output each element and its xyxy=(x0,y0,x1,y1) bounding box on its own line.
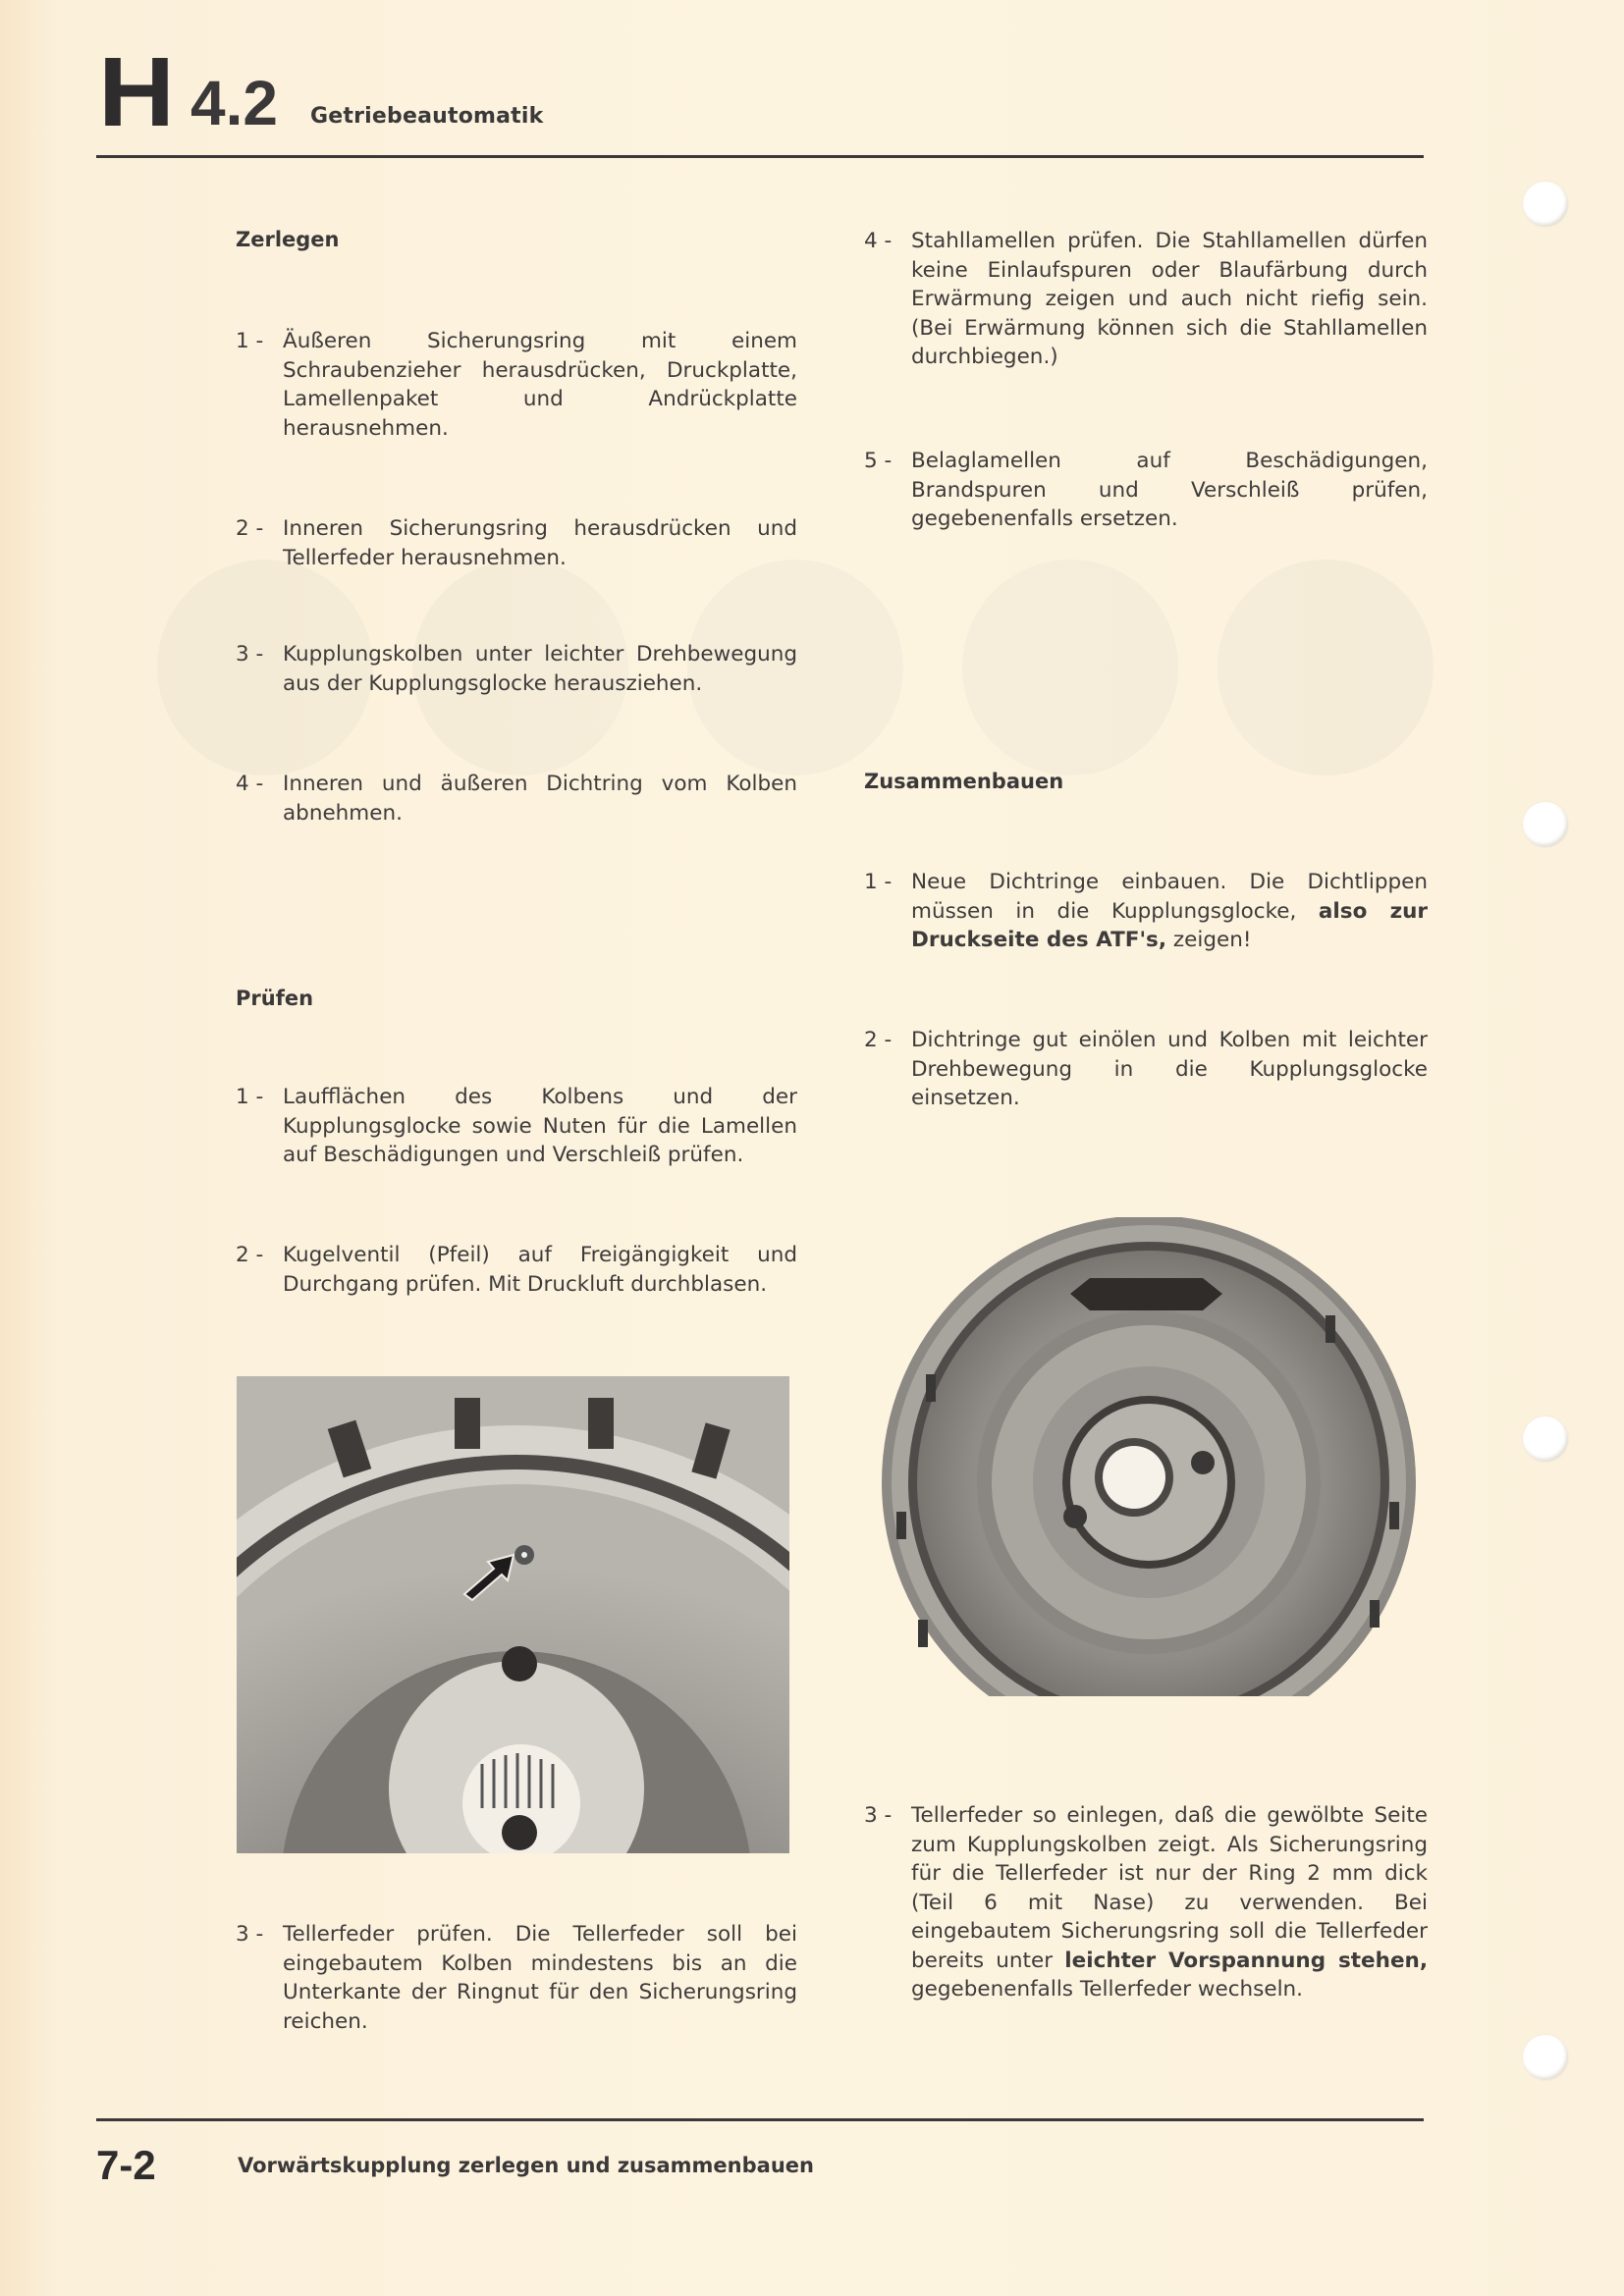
footer-title: Vorwärtskupplung zerlegen und zusammenbauen xyxy=(238,2154,814,2177)
punch-hole-icon xyxy=(1523,2035,1568,2080)
punch-hole-icon xyxy=(1523,802,1568,847)
page-number: 7-2 xyxy=(96,2142,156,2188)
list-item xyxy=(864,447,1428,534)
list-item xyxy=(864,868,1428,955)
item-text: Tellerfeder prüfen. Die Tellerfeder soll bei eingebautem Kolben mindestens bis an die Unterkante der Ringnut für den Sicherungsring reichen. xyxy=(283,1922,797,2034)
item-number: 3 - xyxy=(236,1922,264,1947)
item-text: Stahllamellen prüfen. Die Stahllamellen dürfen keine Einlaufspuren oder Blaufärbung durch Erwärmung zeigen und auch nicht riefig sein. (Bei Erwärmung können sich die Stahllamellen durchbiegen.) xyxy=(911,229,1428,369)
item-text-part: gegebenenfalls Tellerfeder wechseln. xyxy=(911,1977,1304,2002)
section-number: 4.2 xyxy=(190,68,278,138)
item-number: 2 - xyxy=(864,1028,893,1052)
item-number: 1 - xyxy=(864,870,893,894)
list-item xyxy=(236,1920,797,2036)
list-item xyxy=(864,227,1428,372)
punch-hole-icon xyxy=(1523,1416,1568,1462)
item-text: Laufflächen des Kolbens und der Kupplungsglocke sowie Nuten für die Lamellen auf Beschädigungen und Verschleiß prüfen. xyxy=(283,1085,797,1167)
item-text-part: Neue Dichtringe einbauen. Die Dichtlippen müssen in die Kupplungsglocke, xyxy=(911,870,1428,924)
item-number: 3 - xyxy=(864,1803,893,1828)
heading-zerlegen: Zerlegen xyxy=(236,228,340,251)
punch-hole-icon xyxy=(1523,182,1568,227)
item-text: Belaglamellen auf Beschädigungen, Brandspuren und Verschleiß prüfen, gegebenenfalls ersetzen. xyxy=(911,449,1428,531)
item-number: 4 - xyxy=(236,772,264,796)
item-text-part: Tellerfeder so einlegen, daß die gewölbte Seite zum Kupplungskolben zeigt. Als Sicherungsring für die Tellerfeder ist nur der Ring 2 mm dick (Teil 6 mit Nase) zu verwenden. Bei eingebautem Sicherungsring soll die Tellerfeder bereits unter xyxy=(911,1803,1428,1973)
heading-pruefen: Prüfen xyxy=(236,987,314,1010)
list-item xyxy=(864,1801,1428,2004)
item-text: Kupplungskolben unter leichter Drehbewegung aus der Kupplungsglocke herausziehen. xyxy=(283,642,797,696)
item-number: 1 - xyxy=(236,329,264,353)
list-item xyxy=(236,640,797,698)
list-item xyxy=(236,770,797,828)
footer-divider xyxy=(96,2118,1424,2121)
item-text: Inneren Sicherungsring herausdrücken und Tellerfeder herausnehmen. xyxy=(283,516,797,570)
item-text: Kugelventil (Pfeil) auf Freigängigkeit und Durchgang prüfen. Mit Druckluft durchblasen. xyxy=(283,1243,797,1297)
item-number: 4 - xyxy=(864,229,893,253)
heading-zusammenbauen: Zusammenbauen xyxy=(864,770,1064,793)
section-letter: H xyxy=(98,37,173,147)
item-number: 5 - xyxy=(864,449,893,473)
list-item xyxy=(236,514,797,572)
figure-clutch-piston-photo xyxy=(879,1217,1419,1703)
list-item xyxy=(236,1241,797,1299)
item-number: 3 - xyxy=(236,642,264,667)
item-number: 2 - xyxy=(236,516,264,541)
item-text: Inneren und äußeren Dichtring vom Kolben abnehmen. xyxy=(283,772,797,826)
list-item xyxy=(236,327,797,443)
item-text-part: zeigen! xyxy=(1166,928,1252,952)
page-title: Getriebeautomatik xyxy=(310,104,544,129)
item-text-emphasis: leichter Vorspannung stehen, xyxy=(1064,1948,1428,1973)
item-text-emphasis: also zur Druckseite des ATF's, xyxy=(911,898,1428,952)
item-text xyxy=(911,868,1428,955)
item-number: 1 - xyxy=(236,1085,264,1109)
item-number: 2 - xyxy=(236,1243,264,1267)
item-text: Dichtringe gut einölen und Kolben mit leichter Drehbewegung in die Kupplungsglocke einsetzen. xyxy=(911,1028,1428,1110)
item-text: Äußeren Sicherungsring mit einem Schraubenzieher herausdrücken, Druckplatte, Lamellenpaket und Andrückplatte herausnehmen. xyxy=(283,329,797,441)
item-text xyxy=(911,1801,1428,2004)
figure-clutch-bell-photo xyxy=(237,1376,789,1853)
clutch-bell-illustration xyxy=(237,1376,789,1853)
list-item xyxy=(864,1026,1428,1113)
header-divider xyxy=(96,155,1424,158)
list-item xyxy=(236,1083,797,1170)
